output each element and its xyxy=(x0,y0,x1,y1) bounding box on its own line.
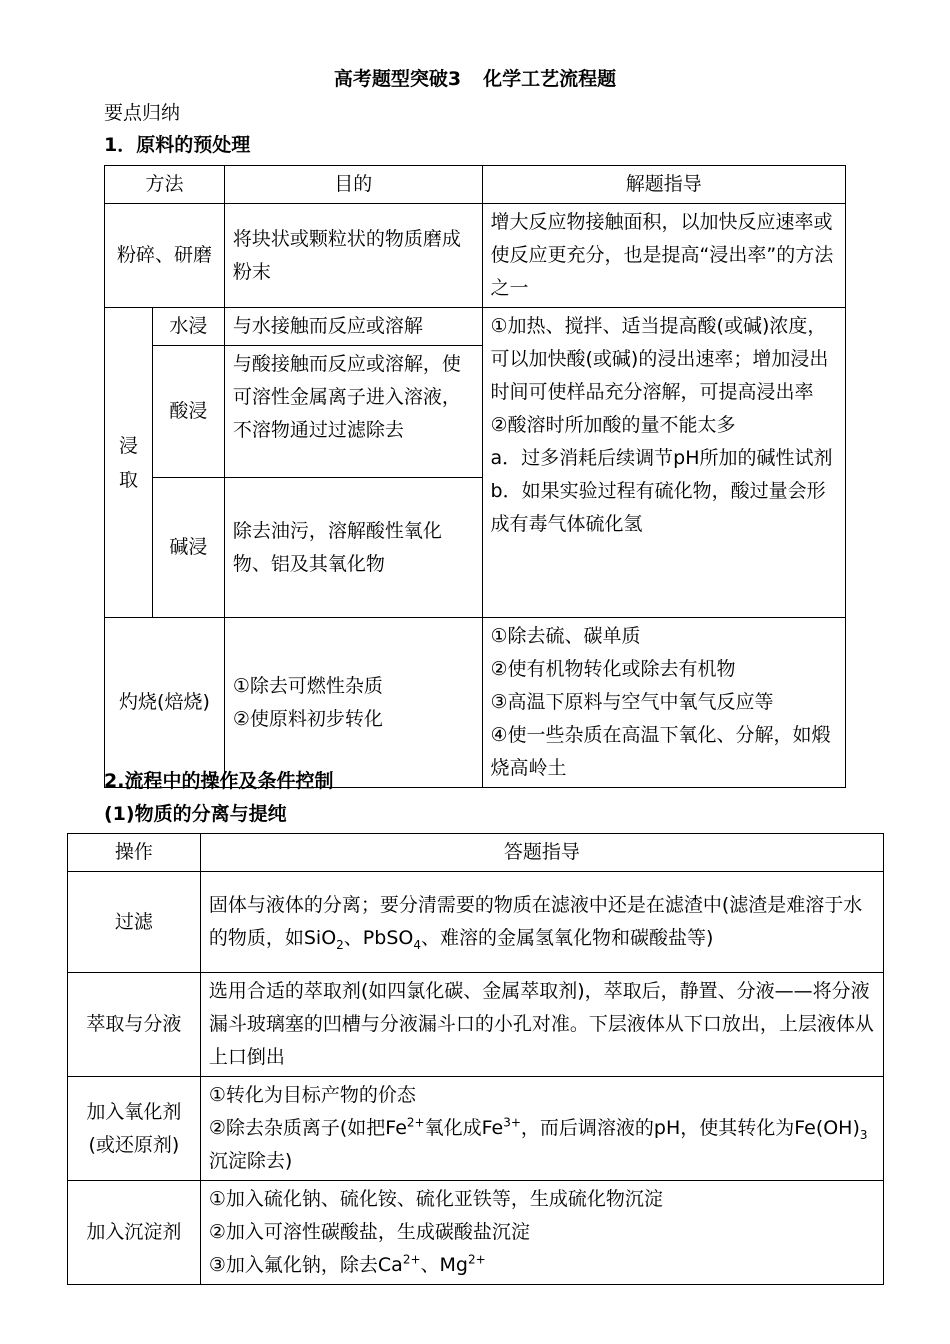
purpose-alkali-leach: 除去油污，溶解酸性氧化物、铝及其氧化物 xyxy=(224,478,482,618)
page-title: 高考题型突破3 化学工艺流程题 xyxy=(333,68,617,90)
section-2-heading: 2.流程中的操作及条件控制 xyxy=(104,770,334,792)
guide-oxidant: ①转化为目标产物的价态 ②除去杂质离子(如把$Fe^{2+}$氧化成$Fe^{3+}$，而后调溶液的pH，使其转化为$Fe(OH)_3$沉淀除去) xyxy=(200,1077,883,1181)
summary-heading: 要点归纳 xyxy=(104,102,181,124)
method-water-leach: 水浸 xyxy=(152,308,224,346)
op-extract: 萃取与分液 xyxy=(68,973,201,1077)
header-guide: 解题指导 xyxy=(482,166,845,204)
header-method: 方法 xyxy=(105,166,225,204)
header-answer-guide: 答题指导 xyxy=(200,834,883,872)
guide-leach: ①加热、搅拌、适当提高酸(或碱)浓度，可以加快酸(或碱)的浸出速率；增加浸出时间可使样品充分溶解，可提高浸出率 ②酸溶时所加酸的量不能太多 a．过多消耗后续调节pH所加的碱性试剂 b．如果实验过程有硫化物，酸过量会形成有毒气体硫化氢 xyxy=(482,308,845,618)
guide-filter: 固体与液体的分离；要分清需要的物质在滤液中还是在滤渣中(滤渣是难溶于水的物质，如SiO$_2$、PbSO$_4$、难溶的金属氢氧化物和碳酸盐等) xyxy=(200,872,883,973)
guide-precipitant: ①加入硫化钠、硫化铵、硫化亚铁等，生成硫化物沉淀 ②加入可溶性碳酸盐，生成碳酸盐沉淀 ③加入氟化钠，除去$Ca^{2+}$、$Mg^{2+}$ xyxy=(200,1181,883,1285)
section-2-1-heading: (1)物质的分离与提纯 xyxy=(104,803,287,825)
op-precipitant: 加入沉淀剂 xyxy=(68,1181,201,1285)
op-filter: 过滤 xyxy=(68,872,201,973)
separation-table xyxy=(67,833,884,1285)
purpose-roast: ①除去可燃性杂质 ②使原料初步转化 xyxy=(224,618,482,788)
method-grind: 粉碎、研磨 xyxy=(105,204,225,308)
guide-extract: 选用合适的萃取剂(如四氯化碳、金属萃取剂)，萃取后，静置、分液——将分液漏斗玻璃塞的凹槽与分液漏斗口的小孔对准。下层液体从下口放出，上层液体从上口倒出 xyxy=(200,973,883,1077)
guide-grind: 增大反应物接触面积，以加快反应速率或使反应更充分，也是提高“浸出率”的方法之一 xyxy=(482,204,845,308)
purpose-acid-leach: 与酸接触而反应或溶解，使可溶性金属离子进入溶液，不溶物通过过滤除去 xyxy=(224,346,482,478)
purpose-water-leach: 与水接触而反应或溶解 xyxy=(224,308,482,346)
guide-roast: ①除去硫、碳单质 ②使有机物转化或除去有机物 ③高温下原料与空气中氧气反应等 ④使一些杂质在高温下氧化、分解，如煅烧高岭土 xyxy=(482,618,845,788)
method-leach: 浸取 xyxy=(105,308,153,618)
pretreatment-table xyxy=(104,165,846,788)
method-alkali-leach: 碱浸 xyxy=(152,478,224,618)
header-operation: 操作 xyxy=(68,834,201,872)
section-1-heading: 1．原料的预处理 xyxy=(104,134,251,156)
method-roast: 灼烧(焙烧) xyxy=(105,618,225,788)
header-purpose: 目的 xyxy=(224,166,482,204)
method-acid-leach: 酸浸 xyxy=(152,346,224,478)
op-oxidant: 加入氧化剂(或还原剂) xyxy=(68,1077,201,1181)
purpose-grind: 将块状或颗粒状的物质磨成粉末 xyxy=(224,204,482,308)
